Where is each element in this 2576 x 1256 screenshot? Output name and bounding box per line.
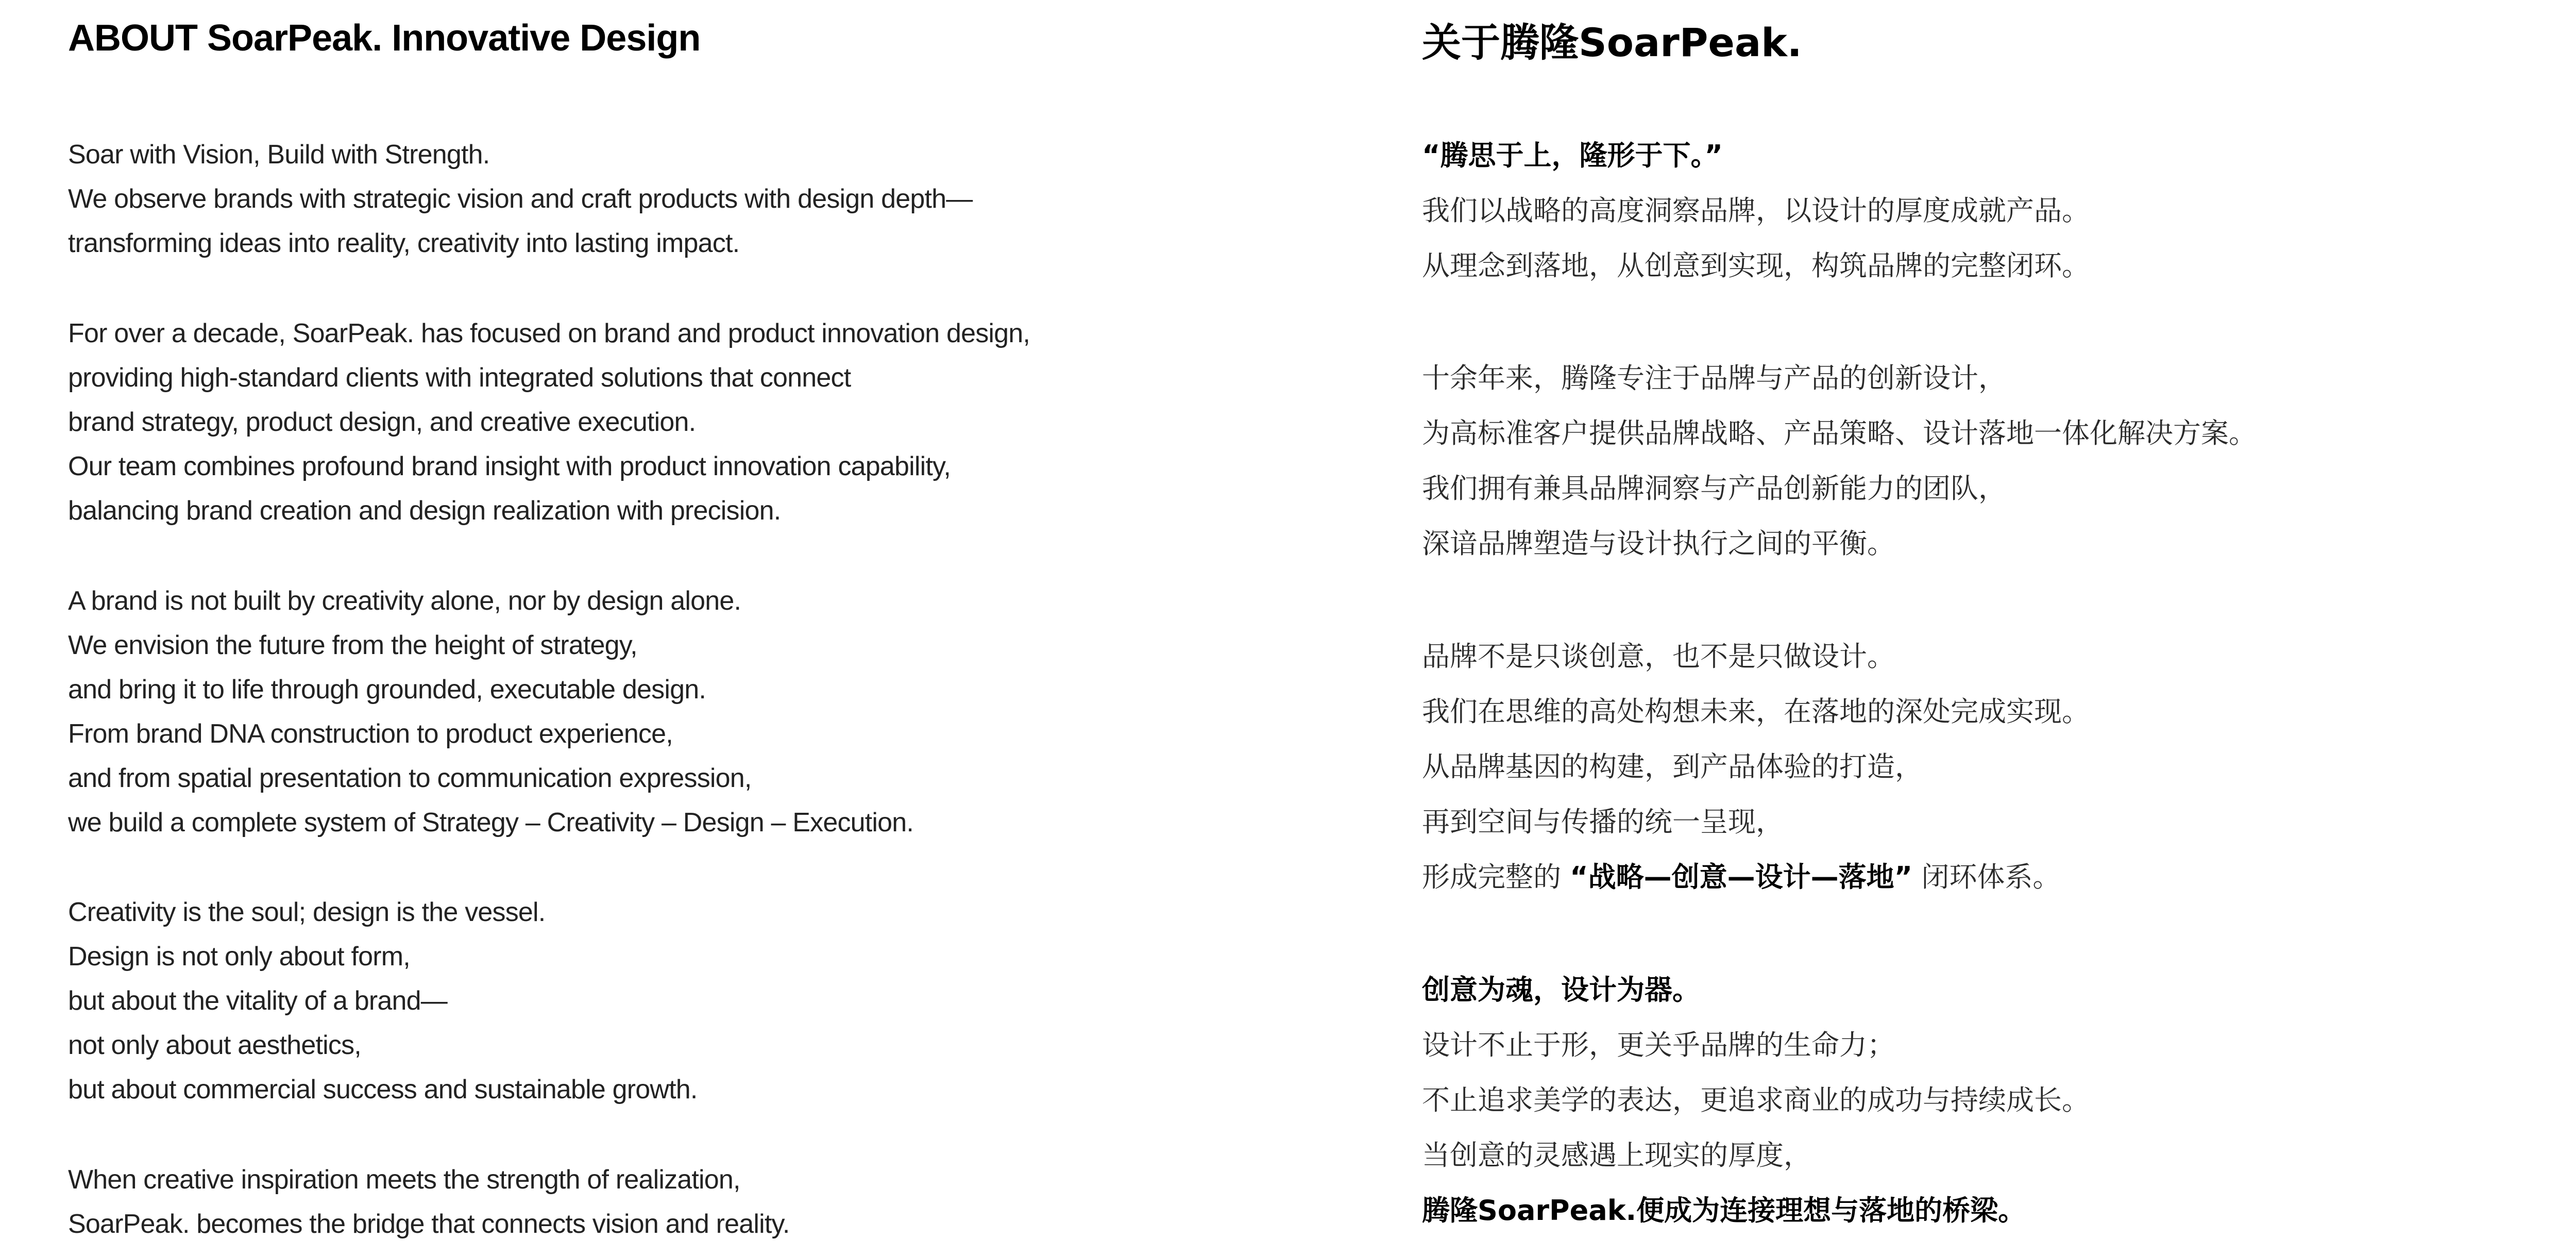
chinese-slogan: 创意为魂，设计为器。 [1422, 974, 1700, 1006]
text-line: 十余年来，腾隆专注于品牌与产品的创新设计， [1422, 362, 2006, 394]
text-line: 不止追求美学的表达，更追求商业的成功与持续成长。 [1422, 1084, 2090, 1116]
text-line: Soar with Vision, Build with Strength. [68, 140, 490, 170]
english-paragraph-1 [68, 132, 972, 265]
text-line: but about the vitality of a brand— [68, 986, 447, 1016]
text-line: A brand is not built by creativity alone, nor by design alone. [68, 586, 741, 616]
highlight-phrase: “战略—创意—设计—落地” [1570, 861, 1913, 893]
text-line: For over a decade, SoarPeak. has focused on brand and product innovation design, [68, 319, 1030, 348]
text-line: SoarPeak. becomes the bridge that connects vision and reality. [68, 1209, 790, 1239]
chinese-paragraph-3 [1422, 629, 2090, 905]
text-line: We observe brands with strategic vision and craft products with design depth— [68, 184, 973, 214]
text-line: not only about aesthetics, [68, 1030, 361, 1060]
text-line: Design is not only about form, [68, 942, 410, 972]
text-line: 我们在思维的高处构想未来，在落地的深处完成实现。 [1422, 695, 2090, 728]
text-line: 设计不止于形，更关乎品牌的生命力； [1422, 1029, 1895, 1061]
english-title: ABOUT SoarPeak. Innovative Design [68, 18, 701, 59]
text-line: balancing brand creation and design realization with precision. [68, 496, 781, 526]
text-line: 我们拥有兼具品牌洞察与产品创新能力的团队， [1422, 472, 2006, 505]
text-line: providing high-standard clients with integrated solutions that connect [68, 363, 851, 393]
chinese-title: 关于腾隆SoarPeak. [1422, 20, 1802, 65]
text-line: and from spatial presentation to communication expression, [68, 763, 752, 793]
text-line: brand strategy, product design, and creative execution. [68, 407, 696, 437]
chinese-paragraph-1 [1422, 128, 2090, 293]
text-line: 深谙品牌塑造与设计执行之间的平衡。 [1422, 527, 1895, 560]
text-line: 再到空间与传播的统一呈现， [1422, 806, 1784, 838]
text-line: 当创意的灵感遇上现实的厚度， [1422, 1139, 1811, 1171]
chinese-closing-line: 腾隆SoarPeak.便成为连接理想与落地的桥梁。 [1422, 1194, 2026, 1227]
text-line: 品牌不是只谈创意，也不是只做设计。 [1422, 640, 1895, 673]
text-line: transforming ideas into reality, creativity into lasting impact. [68, 228, 740, 258]
text-line: but about commercial success and sustainable growth. [68, 1075, 698, 1104]
text-line: We envision the future from the height of strategy, [68, 630, 637, 660]
text-line: 我们以战略的高度洞察品牌，以设计的厚度成就产品。 [1422, 194, 2090, 227]
text-line: Our team combines profound brand insight with product innovation capability, [68, 451, 951, 481]
text-line: 为高标准客户提供品牌战略、产品策略、设计落地一体化解决方案。 [1422, 417, 2257, 449]
chinese-motto: “腾思于上，隆形于下。” [1422, 139, 1723, 172]
text-prefix: 形成完整的 [1422, 861, 1570, 893]
english-paragraph-2 [68, 311, 1030, 533]
text-line: Creativity is the soul; design is the vessel. [68, 897, 546, 927]
text-line: 从理念到落地，从创意到实现，构筑品牌的完整闭环。 [1422, 249, 2090, 282]
english-paragraph-5 [68, 1158, 790, 1246]
text-line: and bring it to life through grounded, executable design. [68, 675, 706, 705]
text-line: When creative inspiration meets the strength of realization, [68, 1165, 740, 1195]
chinese-paragraph-2 [1422, 350, 2257, 571]
chinese-paragraph-4 [1422, 962, 2090, 1238]
english-paragraph-4 [68, 890, 698, 1112]
text-line: 从品牌基因的构建，到产品体验的打造， [1422, 750, 1923, 783]
text-line: From brand DNA construction to product experience, [68, 719, 673, 749]
english-paragraph-3 [68, 579, 913, 845]
text-line: we build a complete system of Strategy – Creativity – Design – Execution. [68, 808, 914, 838]
text-line-with-highlight [1422, 849, 2090, 905]
text-suffix: 闭环体系。 [1912, 861, 2061, 893]
